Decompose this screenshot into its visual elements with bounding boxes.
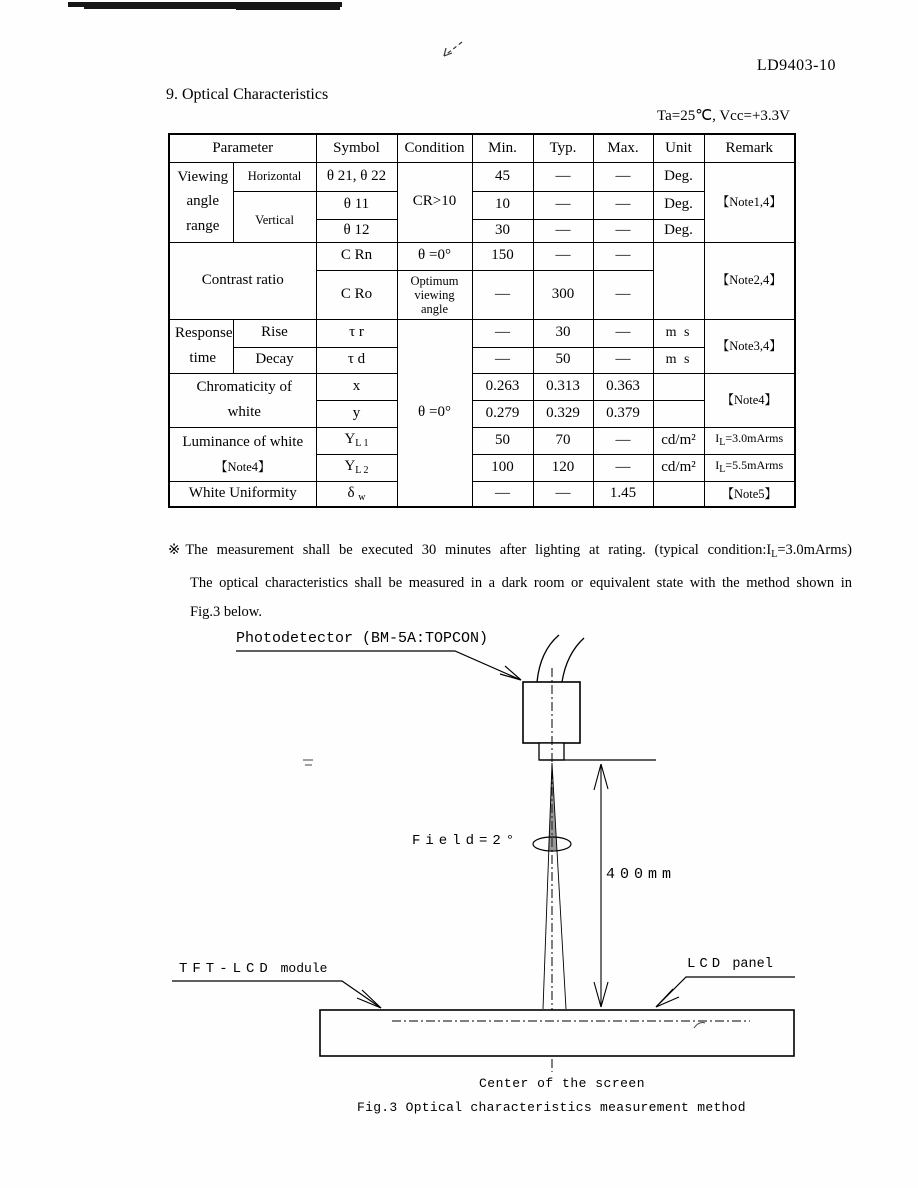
photodetector-leader-line xyxy=(236,651,521,680)
scan-artifact-strip xyxy=(236,6,340,10)
cell-condition: CR>10 xyxy=(397,162,472,242)
cell-unit-empty xyxy=(653,481,704,507)
symbol-base: δ xyxy=(347,484,355,501)
cell-symbol: τ r xyxy=(316,319,397,347)
note-subscript: L xyxy=(771,549,778,560)
photodetector-body xyxy=(523,682,580,743)
param-decay: Decay xyxy=(233,347,316,373)
photodetector-label: Photodetector (BM-5A:TOPCON) xyxy=(236,630,489,647)
param-luminance xyxy=(169,427,316,481)
note-line-3: Fig.3 below. xyxy=(190,604,262,620)
cell-min: 30 xyxy=(472,219,533,242)
cell-unit: m s xyxy=(653,347,704,373)
param-contrast-ratio: Contrast ratio xyxy=(169,242,316,319)
cell-unit: Deg. xyxy=(653,162,704,191)
table-row xyxy=(169,319,795,347)
cell-max: — xyxy=(593,270,653,319)
field-angle-label: Field=2° xyxy=(412,833,520,849)
cell-max: — xyxy=(593,454,653,481)
cell-symbol: θ 11 xyxy=(316,191,397,219)
symbol-subscript: L 2 xyxy=(355,465,369,477)
cell-max: — xyxy=(593,162,653,191)
cell-condition: θ =0° xyxy=(397,242,472,270)
section-title: 9. Optical Characteristics xyxy=(166,86,329,103)
cell-max: — xyxy=(593,242,653,270)
cell-symbol: θ 12 xyxy=(316,219,397,242)
panel-acronym: LCD xyxy=(687,956,725,972)
cell-symbol xyxy=(316,481,397,507)
table-row xyxy=(169,162,795,191)
param-rise: Rise xyxy=(233,319,316,347)
document-number: LD9403-10 xyxy=(756,57,836,74)
cell-max: — xyxy=(593,427,653,454)
symbol-subscript: L 1 xyxy=(355,438,369,450)
cell-remark: 【Note5】 xyxy=(704,481,795,507)
tft-lcd-module-label xyxy=(179,961,327,977)
figure-caption: Fig.3 Optical characteristics measurement method xyxy=(357,1100,746,1115)
cell-typ: 0.313 xyxy=(533,373,593,400)
cell-min: — xyxy=(472,319,533,347)
distance-label: 400mm xyxy=(606,866,677,883)
panel-word: panel xyxy=(724,957,773,972)
test-condition-note: Ta=25℃, Vcc=+3.3V xyxy=(657,108,790,124)
remark-rest: =3.0mArms xyxy=(725,431,784,446)
remark-base: I xyxy=(715,458,720,473)
param-vertical: Vertical xyxy=(233,191,316,242)
param-white-uniformity: White Uniformity xyxy=(169,481,316,507)
cell-unit-empty xyxy=(653,400,704,427)
cell-max: 1.45 xyxy=(593,481,653,507)
col-header-typ: Typ. xyxy=(533,134,593,162)
lcd-panel-label xyxy=(687,956,773,972)
remark-rest: =5.5mArms xyxy=(725,458,784,473)
cell-typ: 30 xyxy=(533,319,593,347)
cell-symbol: C Ro xyxy=(316,270,397,319)
field-aperture-ellipse xyxy=(533,837,571,851)
table-row xyxy=(169,347,795,373)
cell-min: 0.279 xyxy=(472,400,533,427)
cell-typ: — xyxy=(533,162,593,191)
cell-unit-empty xyxy=(653,373,704,400)
cell-symbol xyxy=(316,427,397,454)
cell-unit: m s xyxy=(653,319,704,347)
table-row xyxy=(169,242,795,270)
param-response-time xyxy=(169,319,233,373)
cell-max: 0.379 xyxy=(593,400,653,427)
cell-remark: 【Note2,4】 xyxy=(704,242,795,319)
col-header-unit: Unit xyxy=(653,134,704,162)
table-row xyxy=(169,373,795,400)
cell-typ: — xyxy=(533,481,593,507)
cell-typ: 0.329 xyxy=(533,400,593,427)
cell-min: 10 xyxy=(472,191,533,219)
cell-typ: — xyxy=(533,219,593,242)
cell-min: 100 xyxy=(472,454,533,481)
measurement-cone xyxy=(543,763,566,1009)
cell-remark: 【Note4】 xyxy=(704,373,795,427)
lcd-module-body xyxy=(320,1010,794,1056)
param-viewing-angle-range xyxy=(169,162,233,242)
param-line: 【Note4】 xyxy=(214,460,271,475)
cell-symbol: τ d xyxy=(316,347,397,373)
cell-symbol: θ 21, θ 22 xyxy=(316,162,397,191)
cell-remark xyxy=(704,427,795,454)
module-acronym: TFT-LCD xyxy=(179,961,273,977)
cell-unit-empty xyxy=(653,242,704,319)
cell-max: 0.363 xyxy=(593,373,653,400)
symbol-base: Y xyxy=(344,431,356,448)
cell-symbol: y xyxy=(316,400,397,427)
measurement-notes xyxy=(168,536,852,627)
cell-max: — xyxy=(593,347,653,373)
cell-symbol xyxy=(316,454,397,481)
module-word: module xyxy=(272,961,328,976)
param-line: Chromaticity of xyxy=(196,378,292,395)
cell-unit: Deg. xyxy=(653,191,704,219)
cell-unit: cd/m² xyxy=(653,454,704,481)
cell-max: — xyxy=(593,219,653,242)
param-line: range xyxy=(186,218,220,235)
cell-min: — xyxy=(472,270,533,319)
col-header-parameter: Parameter xyxy=(169,134,316,162)
remark-subscript: L xyxy=(719,437,726,449)
condition-line: Optimum xyxy=(410,273,459,288)
cell-unit: Deg. xyxy=(653,219,704,242)
cell-typ: 120 xyxy=(533,454,593,481)
dimension-line-400mm xyxy=(594,764,608,1007)
scan-artifact-arrow xyxy=(444,42,462,56)
cell-remark: 【Note1,4】 xyxy=(704,162,795,242)
cell-unit: cd/m² xyxy=(653,427,704,454)
col-header-condition: Condition xyxy=(397,134,472,162)
cell-min: 150 xyxy=(472,242,533,270)
cell-min: 50 xyxy=(472,427,533,454)
table-header-row xyxy=(169,134,795,162)
cell-condition xyxy=(397,270,472,319)
condition-line: viewing angle xyxy=(414,287,455,317)
remark-subscript: L xyxy=(719,464,726,476)
table-row xyxy=(169,481,795,507)
cell-typ: — xyxy=(533,242,593,270)
cell-remark xyxy=(704,454,795,481)
cell-remark: 【Note3,4】 xyxy=(704,319,795,373)
param-line: Viewing xyxy=(177,168,229,185)
module-leader-line xyxy=(172,981,381,1008)
note-line-1 xyxy=(168,536,852,569)
photodetector-lens xyxy=(539,743,564,760)
param-chromaticity xyxy=(169,373,316,427)
cell-typ: 300 xyxy=(533,270,593,319)
note-line-2: The optical characteristics shall be measured in a dark room or equivalent state with the method shown in xyxy=(190,575,852,591)
cell-typ: 70 xyxy=(533,427,593,454)
cell-symbol: x xyxy=(316,373,397,400)
cell-max: — xyxy=(593,191,653,219)
remark-base: I xyxy=(715,431,720,446)
center-of-screen-label: Center of the screen xyxy=(479,1076,646,1091)
param-line: angle xyxy=(186,193,219,210)
cell-min: — xyxy=(472,481,533,507)
panel-leader-line xyxy=(656,977,795,1007)
cell-typ: 50 xyxy=(533,347,593,373)
cell-symbol: C Rn xyxy=(316,242,397,270)
cell-typ: — xyxy=(533,191,593,219)
table-row xyxy=(169,191,795,219)
param-line: Luminance of white xyxy=(182,433,304,450)
scan-artifact-marks xyxy=(303,760,705,1028)
optical-characteristics-table xyxy=(168,133,796,508)
cell-min: — xyxy=(472,347,533,373)
param-line: white xyxy=(227,403,261,420)
col-header-max: Max. xyxy=(593,134,653,162)
photodetector-cables xyxy=(537,635,584,682)
cell-min: 45 xyxy=(472,162,533,191)
param-line: Response xyxy=(175,324,233,341)
table-row xyxy=(169,427,795,454)
col-header-remark: Remark xyxy=(704,134,795,162)
param-line: time xyxy=(189,349,217,366)
param-horizontal: Horizontal xyxy=(233,162,316,191)
note-text: =3.0mArms) xyxy=(777,542,852,558)
cell-max: — xyxy=(593,319,653,347)
symbol-base: Y xyxy=(344,458,356,475)
symbol-subscript: w xyxy=(358,491,366,503)
col-header-symbol: Symbol xyxy=(316,134,397,162)
note-text: ※The measurement shall be executed 30 minutes after lighting at rating. (typical condition:I xyxy=(168,542,772,558)
cell-min: 0.263 xyxy=(472,373,533,400)
cell-condition: θ =0° xyxy=(397,319,472,507)
col-header-min: Min. xyxy=(472,134,533,162)
